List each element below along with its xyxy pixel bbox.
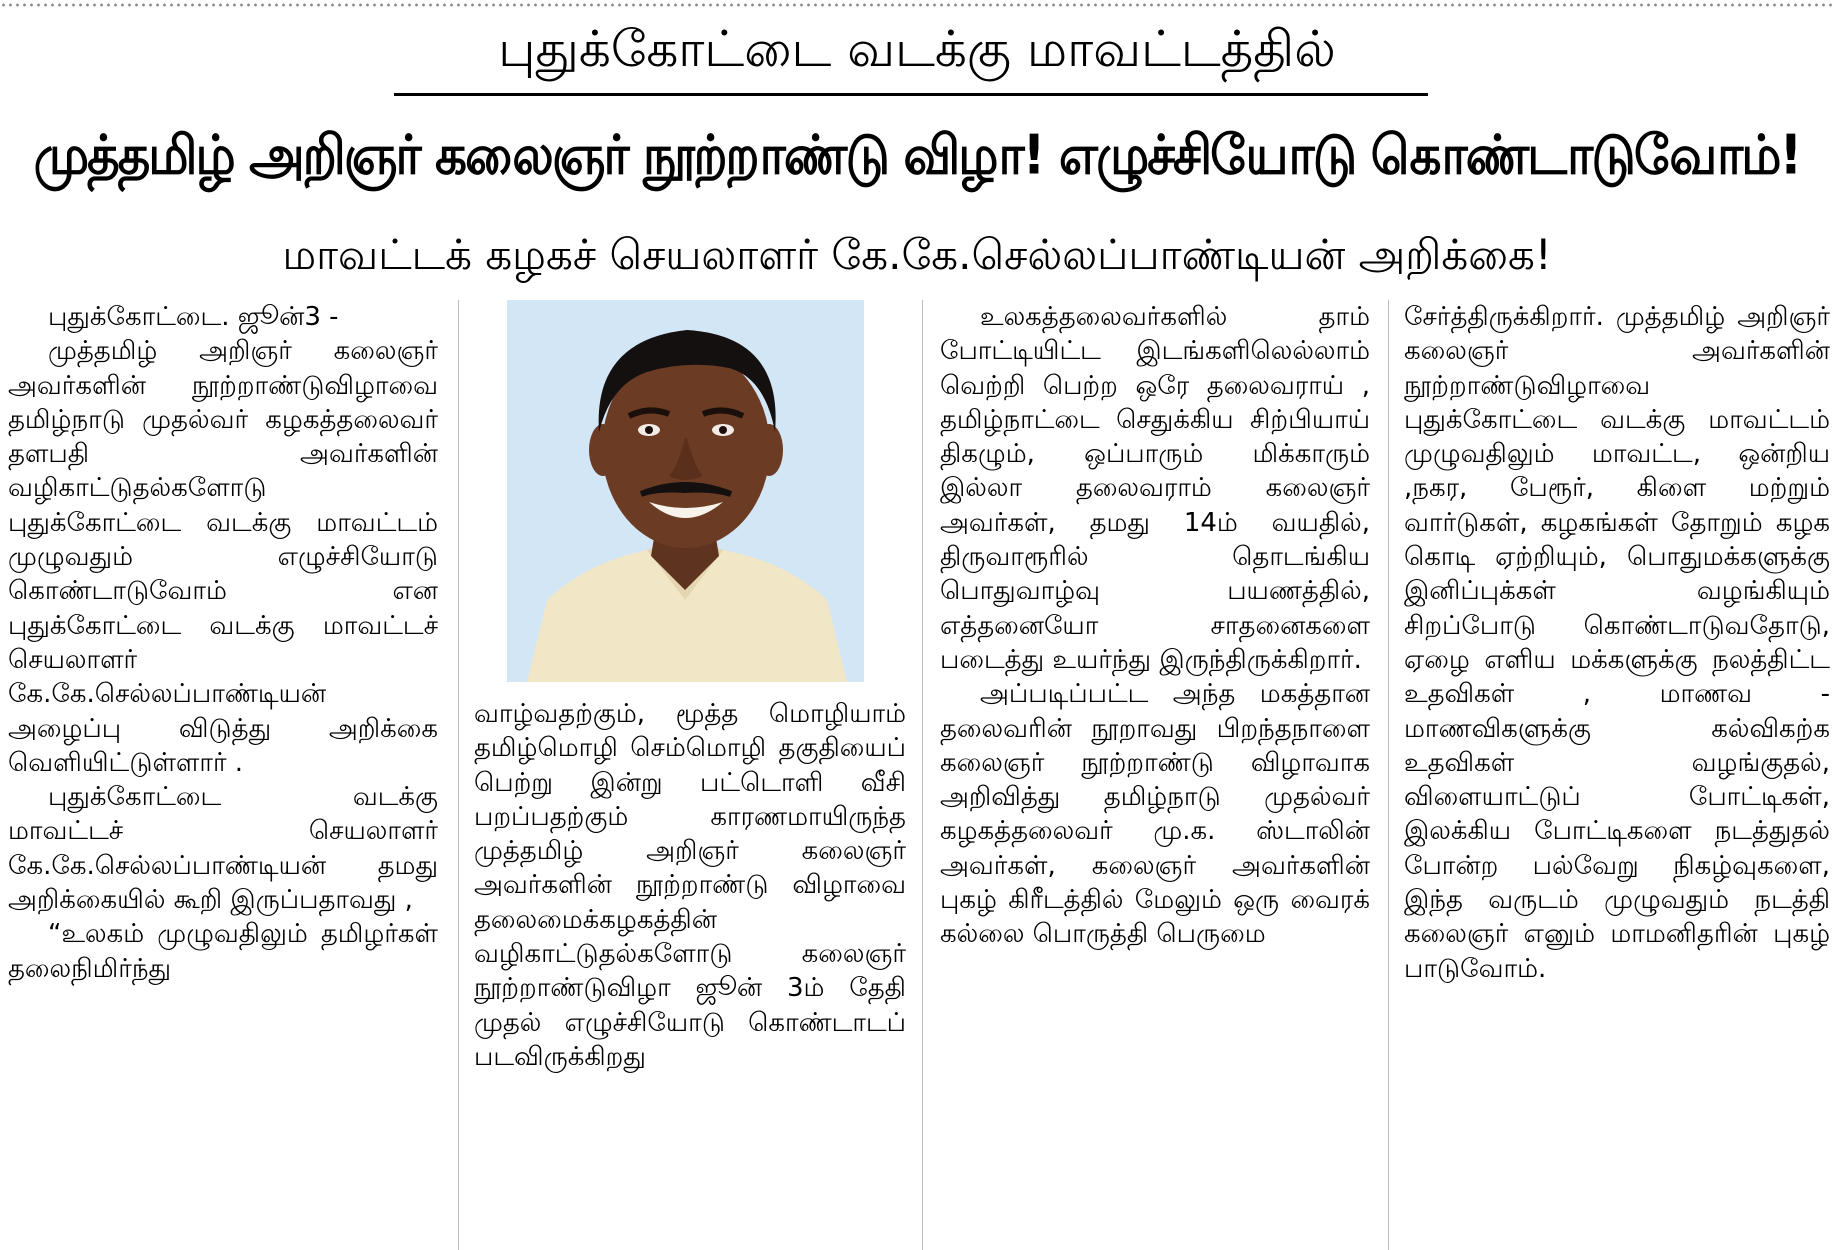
subheadline: மாவட்டக் கழகச் செயலாளர் கே.கே.செல்லப்பாண்டியன் அறிக்கை! — [282, 230, 1552, 279]
article-column-2 — [474, 697, 906, 1250]
portrait-illustration — [507, 300, 864, 682]
paragraph: புதுக்கோட்டை வடக்கு மாவட்டச் செயலாளர் கே.கே.செல்லப்பாண்டியன் தமது அறிக்கையில் கூறி இருப்பதாவது , — [8, 782, 438, 916]
column-divider — [1388, 300, 1389, 1250]
paragraph: “உலகம் முழுவதிலும் தமிழர்கள் தலைநிமிர்ந்து — [8, 919, 438, 984]
kicker-line: புதுக்கோட்டை வடக்கு மாவட்டத்தில் — [498, 20, 1336, 78]
column-divider — [922, 300, 923, 1250]
article-column-1 — [8, 300, 438, 1250]
column-divider — [458, 300, 459, 1250]
top-dotted-border — [0, 0, 1834, 10]
headline: முத்தமிழ் அறிஞர் கலைஞர் நூற்றாண்டு விழா! எழுச்சியோடு கொண்டாடுவோம்! — [33, 123, 1801, 187]
dateline: புதுக்கோட்டை. ஜூன்3 - — [48, 302, 339, 332]
paragraph: முத்தமிழ் அறிஞர் கலைஞர் அவர்களின் நூற்றாண்டுவிழாவை தமிழ்நாடு முதல்வர் கழகத்தலைவர் தளபதி அவர்களின் வழிகாட்டுதல்களோடு புதுக்கோட்டை வடக்கு மாவட்டம் முழுவதும் எழுச்சியோடு கொண்டாடுவோம் என புதுக்கோட்டை வடக்கு மாவட்டச் செயலாளர் கே.கே.செல்லப்பாண்டியன் அழைப்பு விடுத்து அறிக்கை வெளியிட்டுள்ளார் . — [8, 336, 438, 778]
paragraph: உலகத்தலைவர்களில் தாம் போட்டியிட்ட இடங்களிலெல்லாம் வெற்றி பெற்ற ஒரே தலைவராய் , தமிழ்நாட்டை செதுக்கிய சிற்பியாய் திகழும், ஒப்பாரும் மிக்காரும் இல்லா தலைவராம் கலைஞர் அவர்கள், தமது 14ம் வயதில், திருவாரூரில் தொடங்கிய பொதுவாழ்வு பயணத்தில், எத்தனையோ சாதனைகளை படைத்து உயர்ந்து இருந்திருக்கிறார். — [940, 302, 1370, 675]
paragraph: வாழ்வதற்கும், மூத்த மொழியாம் தமிழ்மொழி செம்மொழி தகுதியைப் பெற்று இன்று பட்டொளி வீசி பறப்பதற்கும் காரணமாயிருந்த முத்தமிழ் அறிஞர் கலைஞர் அவர்களின் நூற்றாண்டு விழாவை தலைமைக்கழகத்தின் வழிகாட்டுதல்களோடு கலைஞர் நூற்றாண்டுவிழா ஜூன் 3ம் தேதி முதல் எழுச்சியோடு கொண்டாடப் படவிருக்கிறது — [474, 699, 906, 1072]
paragraph: சேர்த்திருக்கிறார். முத்தமிழ் அறிஞர் கலைஞர் அவர்களின் நூற்றாண்டுவிழாவை புதுக்கோட்டை வடக்கு மாவட்டம் முழுவதிலும் மாவட்ட, ஒன்றிய ,நகர, பேரூர், கிளை மற்றும் வார்டுகள், கழகங்கள் தோறும் கழக கொடி ஏற்றியும், பொதுமக்களுக்கு இனிப்புக்கள் வழங்கியும் சிறப்போடு கொண்டாடுவதோடு, ஏழை எளிய மக்களுக்கு நலத்திட்ட உதவிகள் , மாணவ - மாணவிகளுக்கு கல்விகற்க உதவிகள் வழங்குதல், விளையாட்டுப் போட்டிகள், இலக்கிய போட்டிகளை நடத்துதல் போன்ற பல்வேறு நிகழ்வுகளை, இந்த வருடம் முழுவதும் நடத்தி கலைஞர் எனும் மாமனிதரின் புகழ் பாடுவோம். — [1404, 302, 1830, 984]
article-column-3 — [940, 300, 1370, 1250]
portrait-photo — [507, 300, 864, 682]
article-column-4 — [1404, 300, 1830, 1250]
paragraph: அப்படிப்பட்ட அந்த மகத்தான தலைவரின் நூறாவது பிறந்தநாளை கலைஞர் நூற்றாண்டு விழாவாக அறிவித்து தமிழ்நாடு முதல்வர் கழகத்தலைவர் மு.க. ஸ்டாலின் அவர்கள், கலைஞர் அவர்களின் புகழ் கிரீடத்தில் மேலும் ஒரு வைரக் கல்லை பொருத்தி பெருமை — [940, 679, 1370, 950]
